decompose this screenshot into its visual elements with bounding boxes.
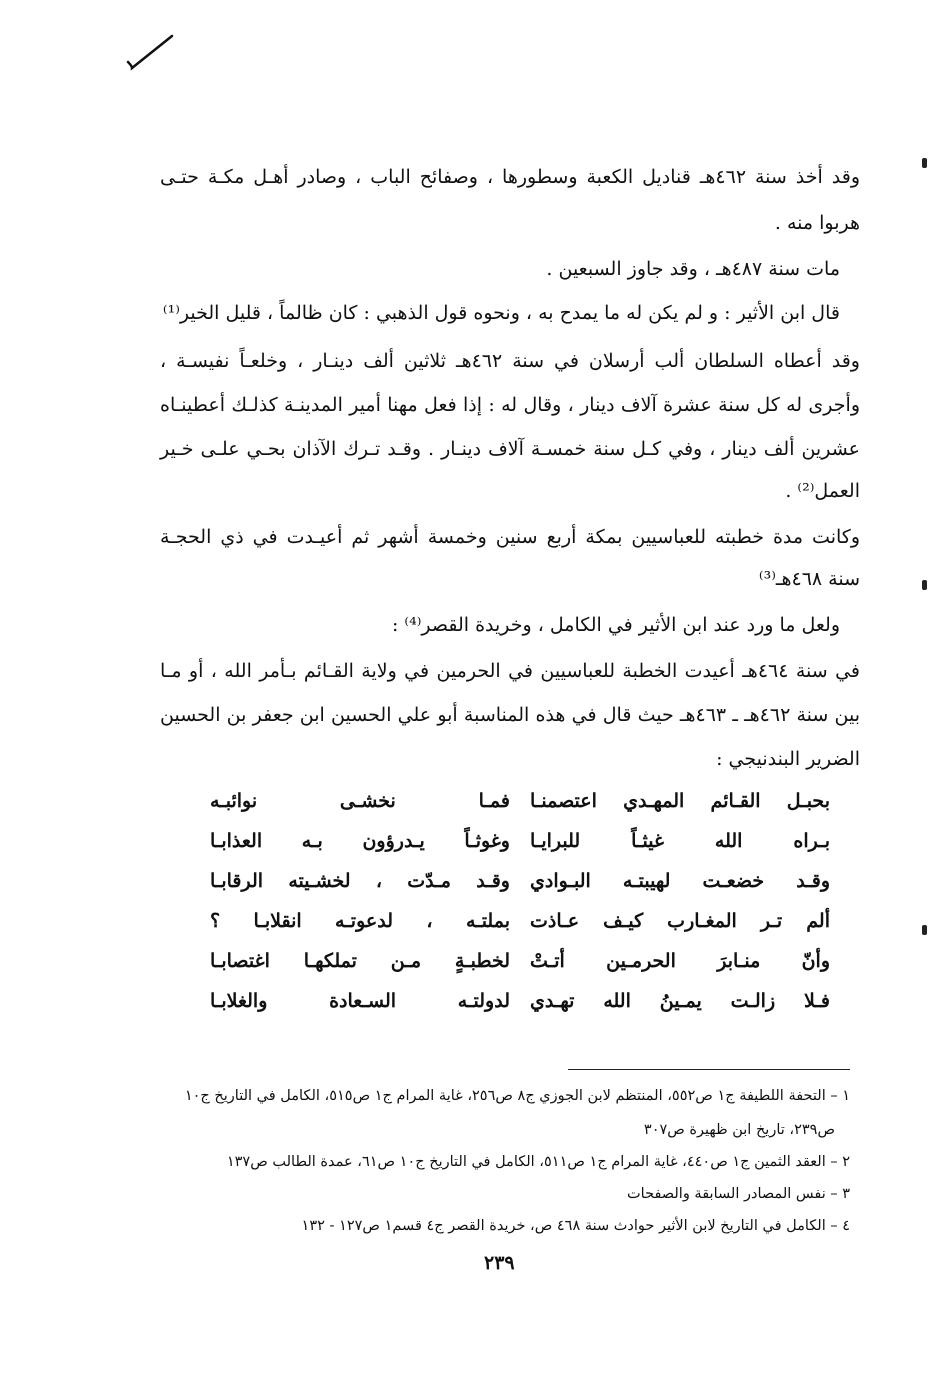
body-line-6: وأجرى له كل سنة عشرة آلاف دينار ، وقال له : إذا فعل مهنا أمير المدينـة كذلـك أعطينـاه [160,394,860,416]
body-line-3: مات سنة ٤٨٧هـ ، وقد جاوز السبعين . [546,258,840,280]
footnote-3: ٣ – نفس المصادر السابقة والصفحات [627,1186,850,1202]
footnote-1: ١ – التحفة اللطيفة ج١ ص٥٥٢، المنتظم لابن الجوزي ج٨ ص٢٥٦، غاية المرام ج١ ص٥١٥، الكامل في التاريخ ج١٠ [184,1088,850,1104]
verse-first-hemistich: وأنّ منـابرَ الحرمـين أتـتْ [530,950,830,972]
body-line-13: بين سنة ٤٦٢هـ ـ ٤٦٣هـ حيث قال في هذه المناسبة أبو علي الحسين ابن جعفر بن الحسين [160,704,860,726]
body-line-5: وقد أعطاه السلطان ألب أرسلان في سنة ٤٦٢هـ ثلاثين ألف دينـار ، وخلعـاً نفيسـة ، [160,350,860,372]
body-line-1: وقد أخذ سنة ٤٦٢هـ قناديل الكعبة وسطورها ، وصفائح الباب ، وصادر أهـل مكـة حتـى [160,166,861,188]
footnote-4: ٤ – الكامل في التاريخ لابن الأثير حوادث سنة ٤٦٨ ص، خريدة القصر ج٤ قسم١ ص١٢٧ - ١٣٢ [301,1218,850,1234]
verse-first-hemistich: فـلا زالـت يمـينُ الله تهـدي [530,990,830,1012]
body-line-12: في سنة ٤٦٤هـ أعيدت الخطبة للعباسيين في الحرمين في ولاية القـائم بـأمر الله ، أو مـا [160,660,860,682]
verse-second-hemistich: لدولتـه السـعادة والغلابـا [210,990,510,1012]
body-line-9: وكانت مدة خطبته للعباسيين بمكة أربع سنين وخمسة أشهر ثم أعيـدت في ذي الحجـة [160,526,860,548]
verse-first-hemistich: بحبـل القـائم المهـدي اعتصمنـا [530,790,830,812]
body-line-11: ولعل ما ورد عند ابن الأثير في الكامل ، وخريدة القصر⁽⁴⁾ : [391,614,840,636]
verse-first-hemistich: وقـد خضعـت لهيبتـه البـوادي [530,870,830,892]
verse-second-hemistich: وقـد مـدّت ، لخشـيته الرقابـا [210,870,510,892]
footnote-1-continued: ص٢٣٩، تاريخ ابن ظهيرة ص٣٠٧ [643,1122,835,1138]
verse-second-hemistich: بملتـه ، لدعوتـه انقلابـا ؟ [210,910,510,932]
page-number: ٢٣٩ [484,1252,515,1274]
body-line-14: الضرير البندنيجي : [716,748,860,770]
verse-second-hemistich: فمـا نخشـى نوائبـه [210,790,510,812]
footnote-2: ٢ – العقد الثمين ج١ ص٤٤٠، غاية المرام ج١ ص٥١١، الكامل في التاريخ ج١٠ ص٦١، عمدة الطالب ص١٣٧ [226,1154,850,1170]
body-line-7: عشرين ألف دينار ، وفي كـل سنة خمسـة آلاف دينـار . وقـد تـرك الآذان بحـي علـى خـير [160,438,860,460]
body-line-4: قال ابن الأثير : و لم يكن له ما يمدح به ، ونحوه قول الذهبي : كان ظالماً ، قليل الخير⁽¹⁾ [162,302,840,324]
footnotes [160,0,850,1250]
verse-second-hemistich: وغوثـاً يـدرؤون بـه العذابـا [210,830,510,852]
verse-first-hemistich: بـراه الله غيثـاً للبرايـا [530,830,830,852]
body-line-8: العمل⁽²⁾ . [785,480,860,502]
scan-edge-mark [922,580,927,590]
body-line-2: هربوا منه . [774,212,860,234]
scan-edge-mark [922,925,927,935]
scan-edge-mark [922,158,927,168]
verse-first-hemistich: ألم تـر المغـارب كيـف عـاذت [530,910,830,932]
verse-second-hemistich: لخطبـةٍ مـن تملكهـا اغتصابـا [210,950,510,972]
body-line-10: سنة ٤٦٨هـ⁽³⁾ [758,568,860,590]
